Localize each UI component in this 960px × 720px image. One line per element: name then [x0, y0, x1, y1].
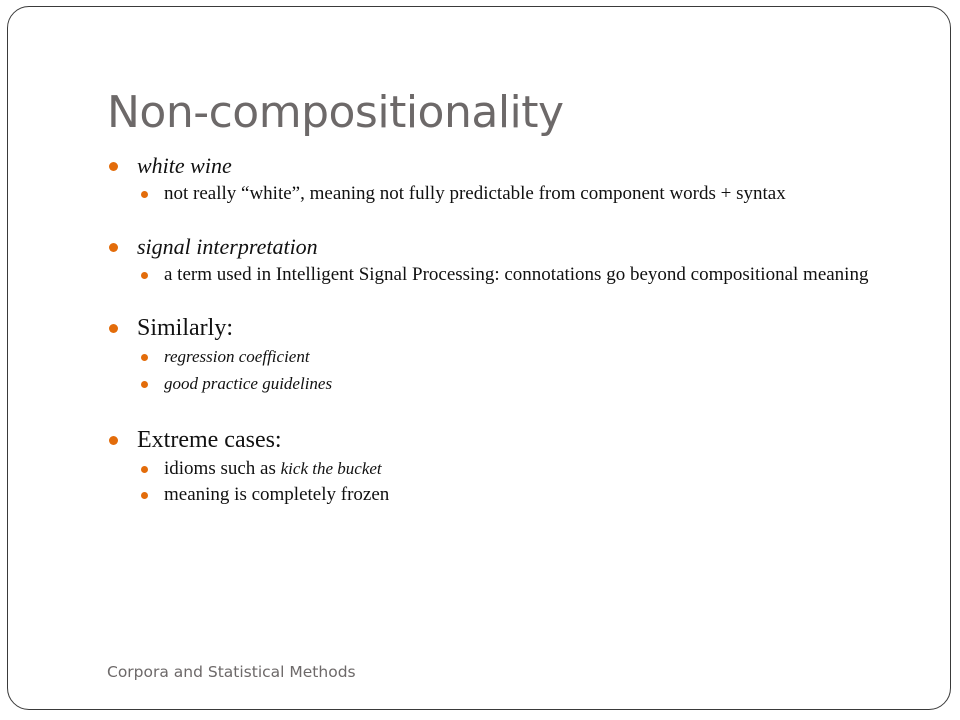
slide-footer: Corpora and Statistical Methods	[107, 663, 356, 681]
bullet-text: Extreme cases:	[137, 427, 282, 453]
bullet-text: Similarly:	[137, 315, 233, 341]
sub-bullet-idioms	[107, 459, 897, 478]
bullet-text: white wine	[137, 153, 232, 178]
sub-bullet-dot	[141, 381, 148, 388]
bullet-similarly	[107, 313, 897, 343]
sub-bullet-good-practice-guidelines	[107, 374, 897, 394]
sub-bullet-text: good practice guidelines	[164, 374, 333, 393]
sub-bullet-text: meaning is completely frozen	[164, 484, 390, 505]
sub-bullet-emphasis: kick the bucket	[280, 459, 382, 478]
slide-title: Non-compositionality	[107, 87, 564, 138]
sub-bullet-signal-processing	[107, 265, 897, 284]
bullet-group-extreme-cases	[107, 425, 897, 504]
bullet-white-wine	[107, 152, 897, 180]
sub-bullet-dot	[141, 466, 148, 473]
bullet-group-white-wine	[107, 152, 897, 203]
sub-bullet-white-wine-meaning	[107, 184, 897, 203]
sub-bullet-text: regression coefficient	[164, 347, 310, 366]
bullet-text: signal interpretation	[137, 234, 318, 259]
sub-bullet-regression-coefficient	[107, 347, 897, 367]
bullet-dot	[109, 243, 118, 252]
sub-bullet-text: not really “white”, meaning not fully predictable from component words + syntax	[164, 183, 786, 204]
bullet-signal-interpretation	[107, 233, 897, 261]
bullet-dot	[109, 436, 118, 445]
sub-bullet-prefix: idioms such as	[164, 458, 281, 479]
slide-content	[107, 152, 897, 534]
sub-bullet-dot	[141, 492, 148, 499]
bullet-group-similarly	[107, 313, 897, 394]
sub-bullet-dot	[141, 191, 148, 198]
sub-bullet-dot	[141, 272, 148, 279]
bullet-group-signal-interpretation	[107, 233, 897, 284]
bullet-extreme-cases	[107, 425, 897, 455]
bullet-dot	[109, 162, 118, 171]
sub-bullet-dot	[141, 354, 148, 361]
sub-bullet-text: a term used in Intelligent Signal Processing: connotations go beyond compositional meaning	[164, 264, 869, 285]
sub-bullet-frozen-meaning	[107, 485, 897, 504]
bullet-dot	[109, 324, 118, 333]
